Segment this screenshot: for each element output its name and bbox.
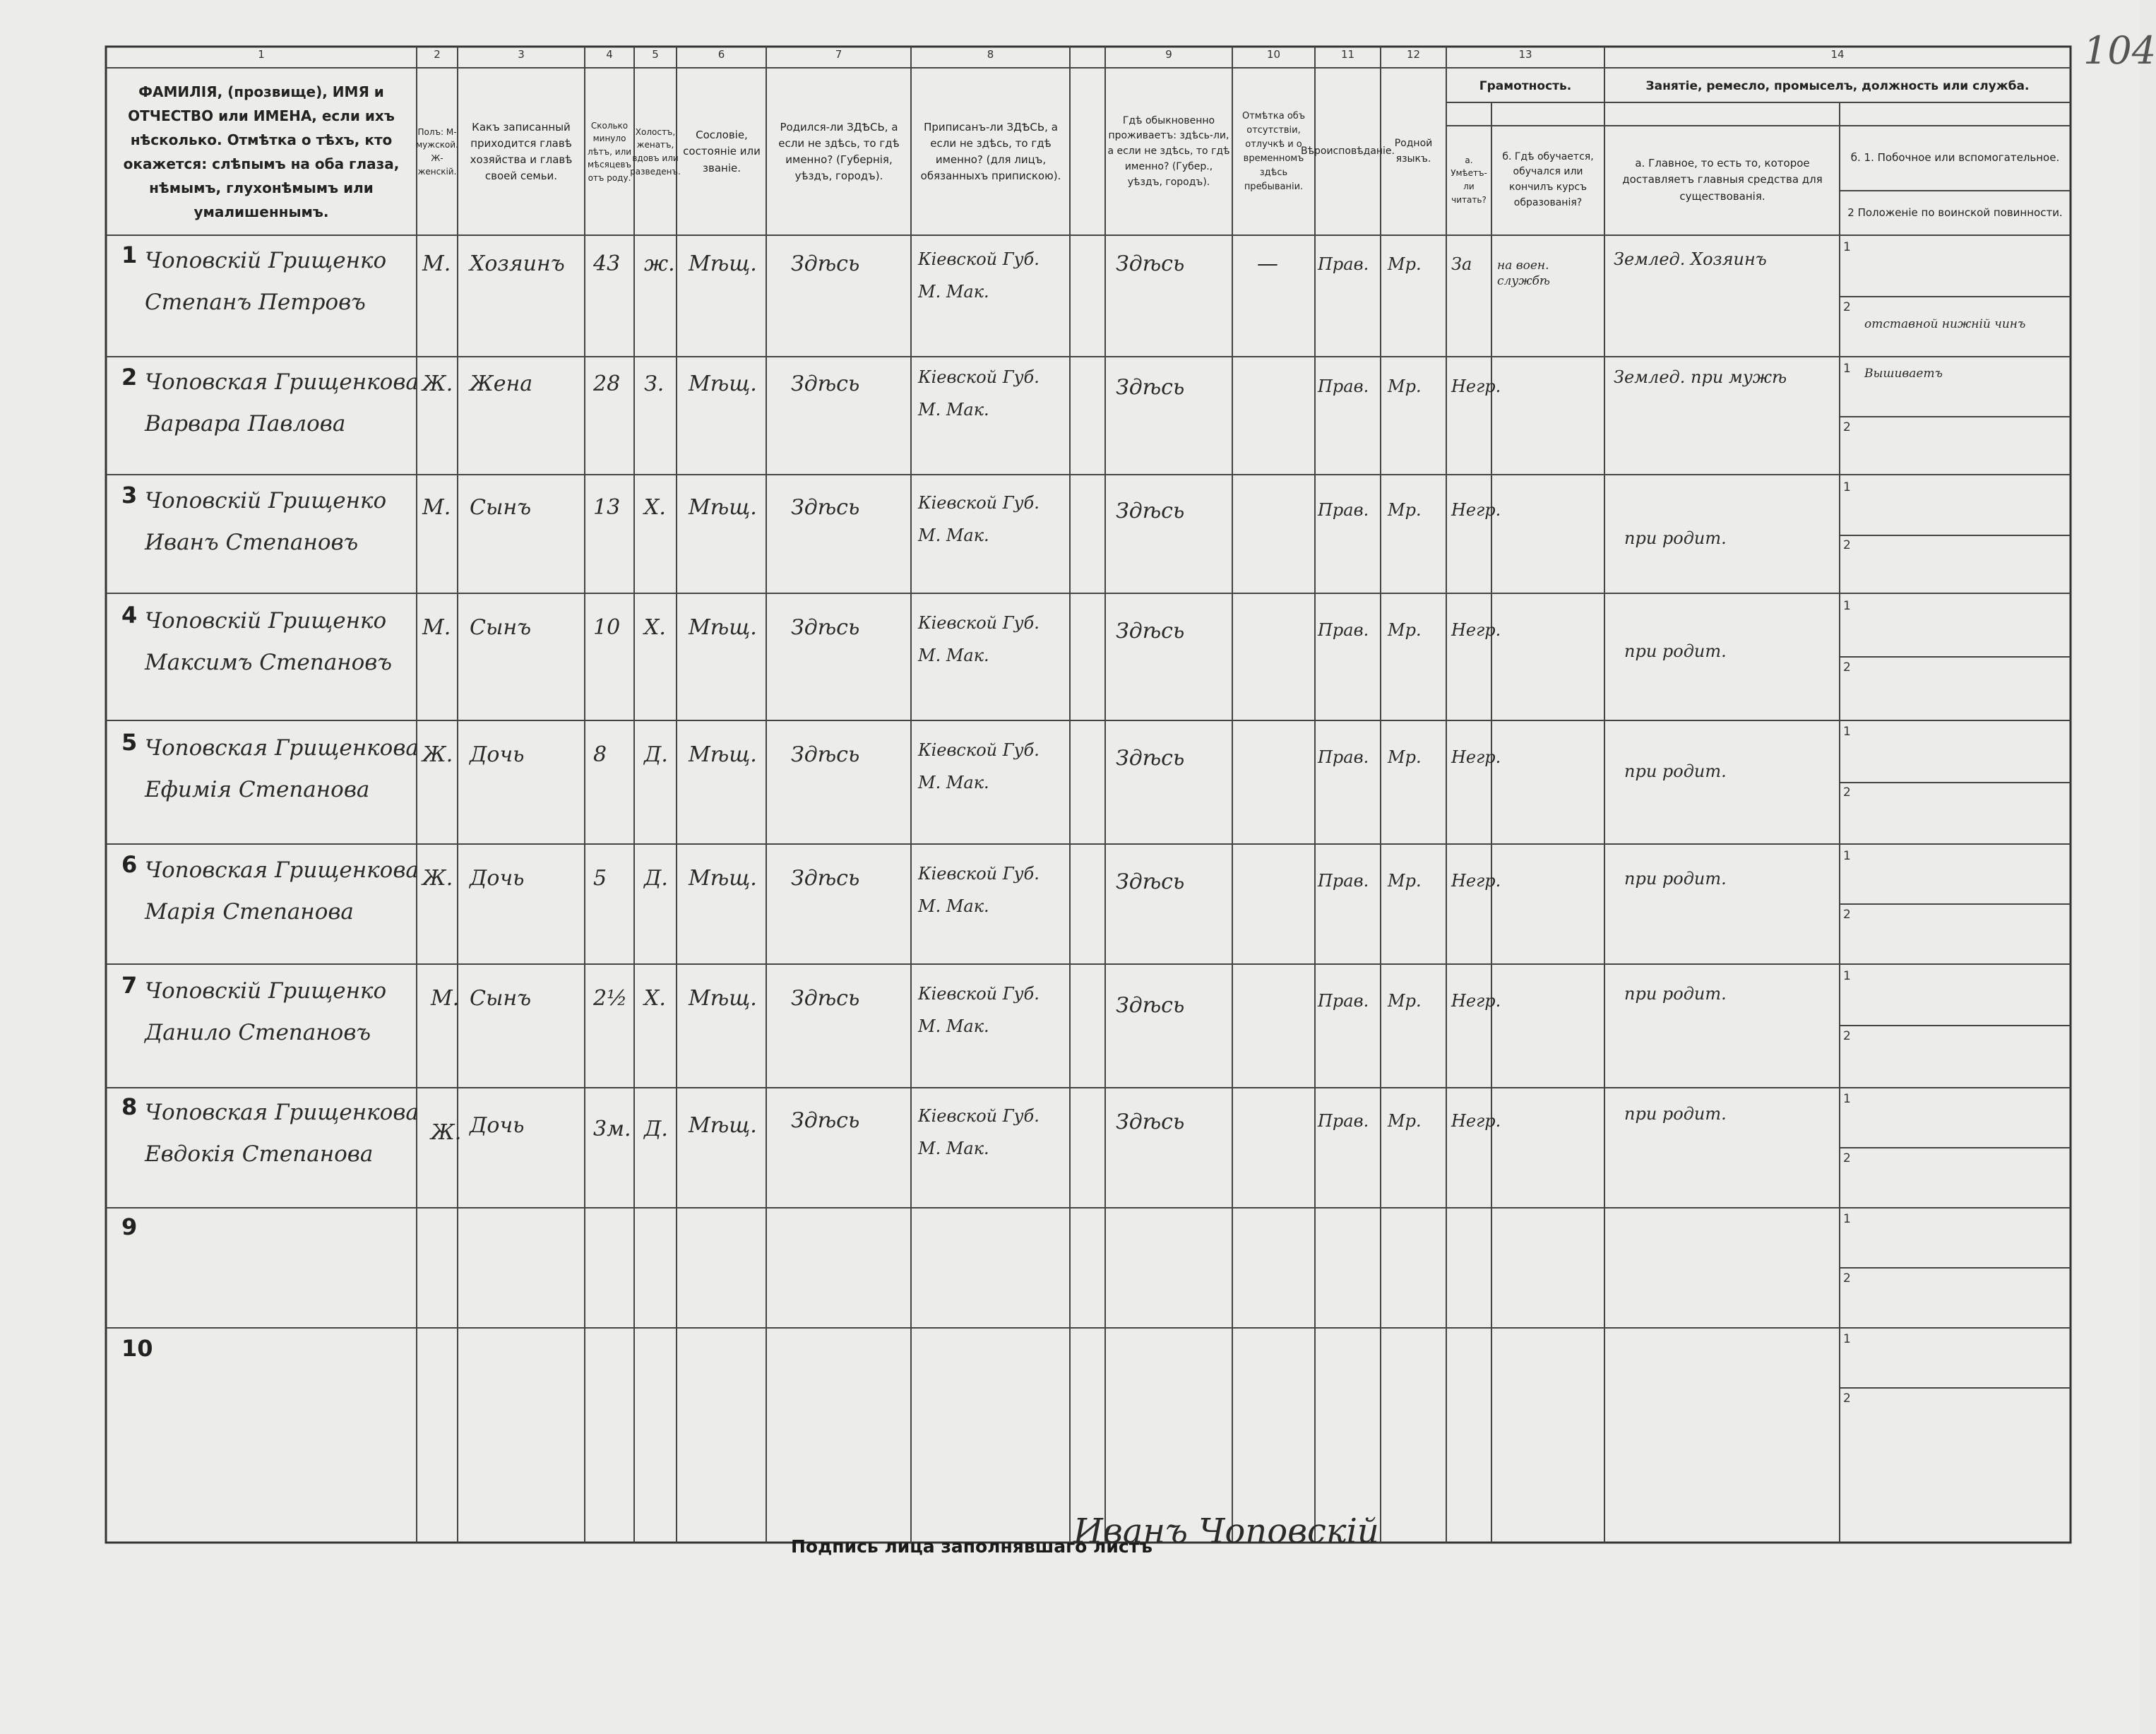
person-marital: Х.: [644, 495, 666, 520]
col-header-2: Полъ: М-мужской. Ж-женскій.: [416, 126, 458, 177]
sub-label-1: 1: [1843, 599, 1851, 613]
sub-label-1: 1: [1843, 849, 1851, 863]
person-born: Здѣсь: [791, 495, 860, 520]
person-occupation: при родит.: [1624, 869, 1727, 889]
person-estate: Мѣщ.: [689, 742, 757, 767]
person-religion: Прав.: [1318, 500, 1369, 520]
person-age: 13: [593, 495, 621, 520]
sub-label-2: 2: [1843, 300, 1851, 314]
person-born: Здѣсь: [791, 615, 860, 640]
person-name: Чоповскій Грищенко Данило Степановъ: [145, 978, 387, 1045]
person-language: Мр.: [1388, 620, 1422, 640]
person-marital: З.: [644, 372, 665, 396]
person-age: 5: [593, 866, 607, 891]
col-header-10: Отмѣтка объ отсутствіи, отлучкѣ и о временномъ здѣсь пребываніи.: [1241, 110, 1306, 193]
col-header-1: ФАМИЛІЯ, (прозвище), ИМЯ и ОТЧЕСТВО или ИМЕНА, если ихъ нѣсколько. Отмѣтка о тѣхъ, кто окажется: слѣпымъ на оба глаза, нѣмымъ, глухонѣмымъ или умалишеннымъ.: [123, 83, 400, 220]
person-name: Чоповскій Грищенко Иванъ Степановъ: [145, 488, 387, 555]
person-relation: Дочь: [470, 742, 525, 767]
col-header-4: Сколько минуло лѣтъ, или мѣсяцевъ отъ роду.: [587, 120, 632, 183]
sub-label-2: 2: [1843, 1029, 1851, 1043]
col-header-9: Гдѣ обыкновенно проживаетъ: здѣсь-ли, а если не здѣсь, то гдѣ именно? (Губер., уѣздъ, городъ).: [1107, 114, 1230, 188]
person-registered: Кіевской Губ. М. Мак.: [918, 493, 1040, 545]
row-number: 10: [121, 1335, 153, 1362]
person-lives: Здѣсь: [1116, 746, 1185, 771]
person-occupation: Землед. Хозяинъ: [1614, 249, 1767, 269]
person-marital: Д.: [644, 1117, 668, 1141]
person-marital: Х.: [644, 986, 666, 1011]
person-sex: М.: [422, 615, 451, 640]
person-literate: Негр.: [1451, 991, 1501, 1011]
col-header-13b: б. Гдѣ обучается, обучался или кончилъ курсъ образованія?: [1502, 150, 1594, 208]
person-language: Мр.: [1388, 376, 1422, 396]
col-number-9: 9: [1165, 48, 1172, 61]
person-sex: М.: [422, 251, 451, 276]
person-lives: Здѣсь: [1116, 993, 1185, 1018]
person-literate: Негр.: [1451, 376, 1501, 396]
sub-label-2: 2: [1843, 538, 1851, 552]
person-religion: Прав.: [1318, 620, 1369, 640]
person-religion: Прав.: [1318, 991, 1369, 1011]
col-header-14b1: б. 1. Побочное или вспомогательное.: [1850, 151, 2060, 165]
person-side-occupation: Вышиваетъ: [1864, 367, 1943, 381]
person-religion: Прав.: [1318, 871, 1369, 891]
person-literate: Негр.: [1451, 1111, 1501, 1131]
person-occupation: при родит.: [1624, 641, 1727, 661]
person-name: Чоповскій Грищенко Степанъ Петровъ: [145, 248, 387, 315]
person-lives: Здѣсь: [1116, 1110, 1185, 1134]
row-number: 8: [121, 1093, 138, 1120]
signature: Иванъ Чоповскій: [1073, 1512, 1379, 1551]
sub-label-1: 1: [1843, 1212, 1851, 1226]
col-header-11: Вѣроисповѣданіе.: [1301, 146, 1395, 158]
row-number: 3: [121, 482, 138, 509]
col-number-4: 4: [606, 48, 613, 61]
sub-label-2: 2: [1843, 908, 1851, 922]
person-relation: Дочь: [470, 866, 525, 891]
person-relation: Жена: [470, 372, 533, 396]
col-number-13: 13: [1518, 48, 1532, 61]
col-header-14a: а. Главное, то есть то, которое доставляетъ главныя средства для существованія.: [1622, 157, 1823, 203]
col-header-14: Занятіе, ремесло, промыселъ, должность или служба.: [1645, 78, 2030, 93]
person-registered: Кіевской Губ. М. Мак.: [918, 249, 1040, 302]
col-number-14: 14: [1830, 48, 1845, 61]
person-literate: Негр.: [1451, 871, 1501, 891]
sub-label-2: 2: [1843, 660, 1851, 675]
person-sex: Ж.: [422, 372, 453, 396]
sub-label-1: 1: [1843, 725, 1851, 739]
row-number: 6: [121, 851, 138, 878]
page-number: 104: [2083, 28, 2156, 73]
person-name: Чоповскій Грищенко Максимъ Степановъ: [145, 608, 392, 675]
person-age: 2½: [593, 986, 628, 1011]
person-registered: Кіевской Губ. М. Мак.: [918, 1106, 1040, 1158]
person-age: 28: [593, 372, 621, 396]
col-number-11: 11: [1340, 48, 1355, 61]
person-occupation: при родит.: [1624, 761, 1727, 781]
person-literate: Негр.: [1451, 620, 1501, 640]
sub-label-2: 2: [1843, 1271, 1851, 1285]
person-language: Мр.: [1388, 871, 1422, 891]
person-literate: За: [1451, 254, 1472, 274]
person-relation: Дочь: [470, 1113, 525, 1138]
col-number-5: 5: [652, 48, 659, 61]
person-sex: Ж.: [431, 1120, 462, 1145]
person-relation: Сынъ: [470, 615, 532, 640]
person-sex: М.: [431, 986, 460, 1011]
person-language: Мр.: [1388, 991, 1422, 1011]
person-occupation: при родит.: [1624, 984, 1727, 1004]
person-relation: Сынъ: [470, 986, 532, 1011]
person-sex: Ж.: [422, 866, 453, 891]
person-age: 10: [593, 615, 621, 640]
person-lives: Здѣсь: [1116, 251, 1185, 276]
sub-label-2: 2: [1843, 420, 1851, 434]
person-estate: Мѣщ.: [689, 866, 757, 891]
col-header-14b2: 2 Положеніе по воинской повинности.: [1847, 206, 2063, 220]
person-language: Мр.: [1388, 254, 1422, 274]
person-marital: Д.: [644, 866, 668, 891]
person-registered: Кіевской Губ. М. Мак.: [918, 864, 1040, 916]
sub-label-1: 1: [1843, 480, 1851, 494]
row-number: 1: [121, 242, 138, 268]
person-occupation: Землед. при мужѣ: [1614, 367, 1787, 387]
row-number: 9: [121, 1213, 138, 1240]
person-age: 43: [593, 251, 621, 276]
person-occupation: при родит.: [1624, 528, 1727, 548]
person-occupation: при родит.: [1624, 1104, 1727, 1124]
col-header-13a: а. Умѣетъ-ли читать?: [1451, 155, 1487, 205]
sub-label-2: 2: [1843, 785, 1851, 800]
person-born: Здѣсь: [791, 1108, 860, 1133]
person-estate: Мѣщ.: [689, 1113, 757, 1138]
row-number: 2: [121, 364, 138, 391]
sub-label-1: 1: [1843, 240, 1851, 254]
row-number: 4: [121, 602, 138, 629]
person-registered: Кіевской Губ. М. Мак.: [918, 367, 1040, 420]
row-number: 7: [121, 972, 138, 999]
person-sex: М.: [422, 495, 451, 520]
person-religion: Прав.: [1318, 254, 1369, 274]
sub-label-1: 1: [1843, 969, 1851, 983]
sub-label-2: 2: [1843, 1151, 1851, 1165]
person-language: Мр.: [1388, 747, 1422, 767]
row-number: 5: [121, 729, 138, 756]
person-name: Чоповская Грищенкова Варвара Павлова: [145, 369, 419, 437]
person-born: Здѣсь: [791, 986, 860, 1011]
person-absence: —: [1257, 251, 1278, 276]
person-literate: Негр.: [1451, 747, 1501, 767]
col-number-6: 6: [717, 48, 725, 61]
person-marital: ж.: [644, 251, 675, 276]
person-literate: Негр.: [1451, 500, 1501, 520]
col-number-2: 2: [434, 48, 441, 61]
sub-label-1: 1: [1843, 362, 1851, 376]
person-language: Мр.: [1388, 500, 1422, 520]
col-number-12: 12: [1406, 48, 1421, 61]
col-number-7: 7: [835, 48, 842, 61]
sub-label-2: 2: [1843, 1391, 1851, 1406]
col-number-3: 3: [518, 48, 525, 61]
person-registered: Кіевской Губ. М. Мак.: [918, 613, 1040, 665]
person-estate: Мѣщ.: [689, 495, 757, 520]
person-religion: Прав.: [1318, 376, 1369, 396]
person-language: Мр.: [1388, 1111, 1422, 1131]
person-sex: Ж.: [422, 742, 453, 767]
col-number-1: 1: [258, 48, 265, 61]
sub-label-1: 1: [1843, 1092, 1851, 1106]
person-name: Чоповская Грищенкова Ефимія Степанова: [145, 735, 419, 802]
person-lives: Здѣсь: [1116, 375, 1185, 400]
person-born: Здѣсь: [791, 251, 860, 276]
col-header-7: Родился-ли ЗДѢСЬ, а если не здѣсь, то гдѣ именно? (Губернія, уѣздъ, городъ).: [778, 120, 900, 183]
person-registered: Кіевской Губ. М. Мак.: [918, 984, 1040, 1036]
col-number-8: 8: [987, 48, 994, 61]
sub-label-1: 1: [1843, 1332, 1851, 1346]
person-marital: Д.: [644, 742, 668, 767]
signature-label: Подпись лица заполнявшаго листъ: [791, 1536, 1153, 1557]
person-estate: Мѣщ.: [689, 986, 757, 1011]
person-religion: Прав.: [1318, 1111, 1369, 1131]
person-lives: Здѣсь: [1116, 619, 1185, 643]
person-name: Чоповская Грищенкова Евдокія Степанова: [145, 1100, 419, 1167]
col-header-13: Грамотность.: [1479, 78, 1572, 93]
col-header-5: Холостъ, женатъ, вдовъ или разведенъ.: [630, 126, 681, 177]
col-number-10: 10: [1266, 48, 1281, 61]
person-born: Здѣсь: [791, 372, 860, 396]
person-lives: Здѣсь: [1116, 499, 1185, 523]
person-education: на воен. службѣ: [1497, 259, 1550, 289]
person-born: Здѣсь: [791, 866, 860, 891]
person-born: Здѣсь: [791, 742, 860, 767]
person-estate: Мѣщ.: [689, 372, 757, 396]
person-relation: Хозяинъ: [470, 251, 565, 276]
col-header-3: Какъ записанный приходится главѣ хозяйства и главѣ своей семьи.: [470, 120, 573, 183]
person-lives: Здѣсь: [1116, 869, 1185, 894]
person-estate: Мѣщ.: [689, 251, 757, 276]
person-name: Чоповская Грищенкова Марія Степанова: [145, 857, 419, 925]
col-header-12: Родной языкъ.: [1394, 138, 1433, 165]
person-registered: Кіевской Губ. М. Мак.: [918, 740, 1040, 792]
person-religion: Прав.: [1318, 747, 1369, 767]
person-age: 8: [593, 742, 607, 767]
person-relation: Сынъ: [470, 495, 532, 520]
person-estate: Мѣщ.: [689, 615, 757, 640]
col-header-8: Приписанъ-ли ЗДѢСЬ, а если не здѣсь, то гдѣ именно? (для лицъ, обязанныхъ припискою).: [920, 120, 1061, 183]
col-header-6: Сословіе, состояніе или званіе.: [683, 129, 761, 174]
person-military: отставной нижній чинъ: [1864, 317, 2026, 331]
person-marital: Х.: [644, 615, 666, 640]
person-age: 3м.: [593, 1117, 631, 1141]
